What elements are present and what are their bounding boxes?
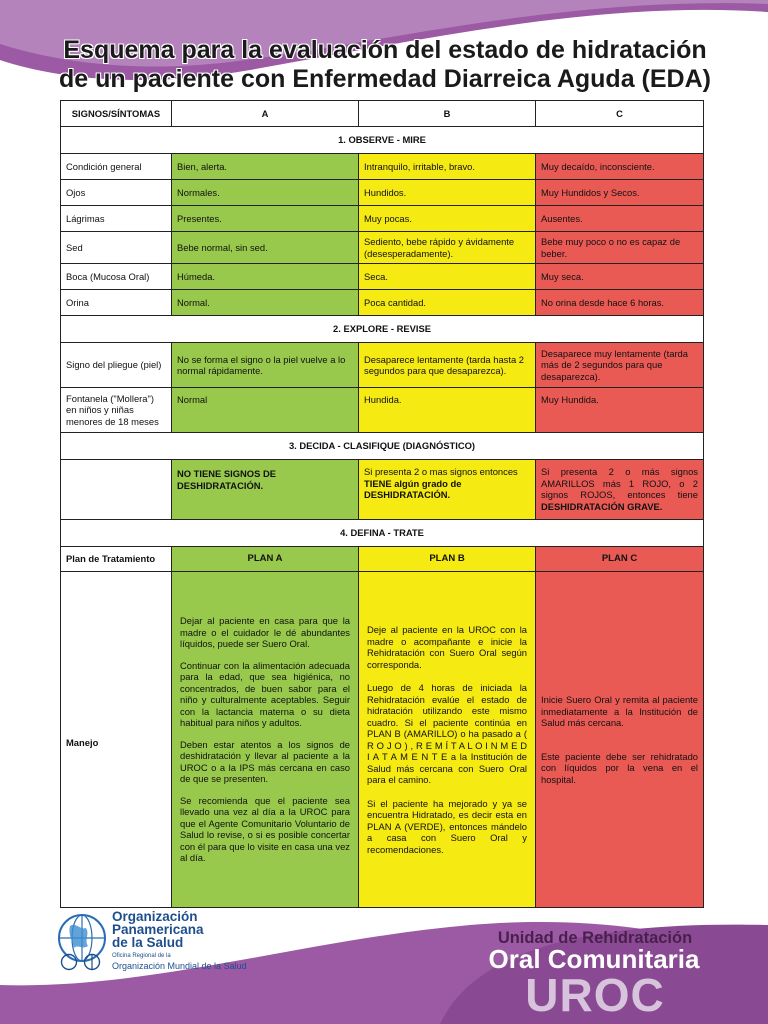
manejo-b xyxy=(359,572,536,908)
cell-a: No se forma el signo o la piel vuelve a lo normal rápidamente. xyxy=(172,343,359,388)
cell-c: Muy Hundida. xyxy=(536,388,704,433)
title-line-1: Esquema para la evaluación del estado de hidratación xyxy=(63,36,707,64)
cell-c: Muy decaído, inconsciente. xyxy=(536,154,704,180)
manejo-a-paragraph: Continuar con la alimentación adecuada para la edad, que sea higiénica, no concentrados, de buen sabor para el niño y culturalmente aceptables. Seguir con la lactancia materna o su dieta habitual para niños y adultos. xyxy=(180,659,350,729)
cell-b: Hundidos. xyxy=(359,180,536,206)
row-label: Boca (Mucosa Oral) xyxy=(61,264,172,290)
manejo-c xyxy=(536,572,704,908)
oms-emblem-icon xyxy=(60,953,104,971)
manejo-a-paragraph: Se recomienda que el paciente sea llevado una vez al día a la UROC para que el Agente Comunitario Voluntario de Salud lo revise, o si es posible concertar con él para que lo visite en casa una vez al día. xyxy=(180,794,350,864)
section-decide: 3. DECIDA - CLASIFIQUE (DIAGNÓSTICO) xyxy=(61,433,704,460)
header-b: B xyxy=(359,101,536,127)
manejo-c-paragraph: Inicie Suero Oral y remita al paciente inmediatamente a la Institución de Salud más cercana. xyxy=(541,694,698,728)
table-row xyxy=(61,343,704,388)
cell-a: Normal. xyxy=(172,290,359,316)
table-row xyxy=(61,154,704,180)
section-explore: 2. EXPLORE - REVISE xyxy=(61,316,704,343)
decide-b-bold: TIENE algún grado de DESHIDRATACIÓN. xyxy=(364,477,462,500)
row-label: Lágrimas xyxy=(61,206,172,232)
manejo-b-paragraph: Deje al paciente en la UROC con la madre o acompañante e inicie la Rehidratación con Suero Oral según corresponda. xyxy=(367,624,527,670)
decide-a: NO TIENE SIGNOS DE DESHIDRATACIÓN. xyxy=(172,460,359,520)
cell-c: Bebe muy poco o no es capaz de beber. xyxy=(536,232,704,264)
table-header-row xyxy=(61,101,704,127)
row-label: Ojos xyxy=(61,180,172,206)
cell-b: Sediento, bebe rápido y ávidamente (desesperadamente). xyxy=(359,232,536,264)
oms-small-label: Oficina Regional de la xyxy=(112,953,171,959)
plan-b: PLAN B xyxy=(359,547,536,572)
section-define: 4. DEFINA - TRATE xyxy=(61,520,704,547)
manejo-b-paragraph: Si el paciente ha mejorado y ya se encuentra Hidratado, es decir esta en PLAN A (VERDE), entonces mándelo a casa con Suero Oral y recomendaciones. xyxy=(367,797,527,855)
manejo-a-paragraph: Deben estar atentos a los signos de deshidratación y llevar al paciente a la UROC o a la IPS más cercana en caso de que se presenten. xyxy=(180,738,350,785)
page-title xyxy=(40,36,730,94)
uroc-acronym: UROC xyxy=(525,969,665,1021)
manejo-a xyxy=(172,572,359,908)
cell-a: Normales. xyxy=(172,180,359,206)
cell-a: Normal xyxy=(172,388,359,433)
uroc-line-2: Oral Comunitaria xyxy=(488,944,700,974)
ops-name xyxy=(112,910,204,949)
cell-b: Hundida. xyxy=(359,388,536,433)
cell-c: No orina desde hace 6 horas. xyxy=(536,290,704,316)
cell-b: Seca. xyxy=(359,264,536,290)
decide-c xyxy=(536,460,704,520)
manejo-c-paragraph: Este paciente debe ser rehidratado con líquidos por la vena en el hospital. xyxy=(541,750,698,785)
title-line-2: de un paciente con Enfermedad Diarreica Aguda (EDA) xyxy=(59,65,711,93)
ops-name-line: Panamericana xyxy=(112,922,204,937)
cell-a: Húmeda. xyxy=(172,264,359,290)
manejo-label: Manejo xyxy=(61,572,172,908)
cell-b: Intranquilo, irritable, bravo. xyxy=(359,154,536,180)
cell-a: Presentes. xyxy=(172,206,359,232)
cell-c: Desaparece muy lentamente (tarda más de 2 segundos para que desaparezca). xyxy=(536,343,704,388)
manejo-a-paragraph: Dejar al paciente en casa para que la madre o el cuidador le dé abundantes líquidos, puede ser Suero Oral. xyxy=(180,615,350,650)
table-row xyxy=(61,206,704,232)
cell-c: Muy Hundidos y Secos. xyxy=(536,180,704,206)
row-label: Condición general xyxy=(61,154,172,180)
table-row xyxy=(61,232,704,264)
plan-a: PLAN A xyxy=(172,547,359,572)
section-row xyxy=(61,520,704,547)
plan-c: PLAN C xyxy=(536,547,704,572)
manejo-b-paragraph: Luego de 4 horas de iniciada la Rehidratación evalúe el estado de hidratación utilizando este mismo cuadro. Si el paciente continúa en PLAN B (AMARILLO) o ha pasado a ( R O J O ) , R E M Í T A L O I N M E D I A T A M E N T E a la Institución de Salud más cercana con Suero Oral para el camino. xyxy=(367,682,527,785)
row-label: Sed xyxy=(61,232,172,264)
table-row xyxy=(61,460,704,520)
row-label: Fontanela ("Mollera") en niños y niñas menores de 18 meses xyxy=(61,388,172,433)
plan-row xyxy=(61,547,704,572)
cell-b: Muy pocas. xyxy=(359,206,536,232)
decide-empty-cell xyxy=(61,460,172,520)
section-row xyxy=(61,433,704,460)
section-row xyxy=(61,316,704,343)
section-observe: 1. OBSERVE - MIRE xyxy=(61,127,704,154)
table-row xyxy=(61,180,704,206)
row-label: Orina xyxy=(61,290,172,316)
oms-name: Organización Mundial de la Salud xyxy=(112,961,247,971)
cell-c: Muy seca. xyxy=(536,264,704,290)
table-row xyxy=(61,290,704,316)
cell-a: Bien, alerta. xyxy=(172,154,359,180)
cell-a: Bebe normal, sin sed. xyxy=(172,232,359,264)
row-label: Signo del pliegue (piel) xyxy=(61,343,172,388)
uroc-line-1: Unidad de Rehidratación xyxy=(497,929,693,947)
cell-b: Poca cantidad. xyxy=(359,290,536,316)
decide-b xyxy=(359,460,536,520)
table-row xyxy=(61,388,704,433)
hydration-table xyxy=(60,100,704,908)
plan-label: Plan de Tratamiento xyxy=(61,547,172,572)
section-row xyxy=(61,127,704,154)
cell-c: Ausentes. xyxy=(536,206,704,232)
header-a: A xyxy=(172,101,359,127)
header-signos: SIGNOS/SÍNTOMAS xyxy=(61,101,172,127)
cell-b: Desaparece lentamente (tarda hasta 2 segundos para que desaparezca). xyxy=(359,343,536,388)
ops-name-line: de la Salud xyxy=(112,935,184,950)
header-c: C xyxy=(536,101,704,127)
ops-name-line: Organización xyxy=(112,909,198,924)
decide-b-text: Si presenta 2 o mas signos entonces xyxy=(364,466,518,477)
decide-c-text: Si presenta 2 o más signos AMARILLOS más 1 ROJO, o 2 signos ROJOS, entonces tiene xyxy=(541,466,698,500)
manejo-row xyxy=(61,572,704,908)
decide-c-bold: DESHIDRATACIÓN GRAVE. xyxy=(541,500,663,512)
table-row xyxy=(61,264,704,290)
